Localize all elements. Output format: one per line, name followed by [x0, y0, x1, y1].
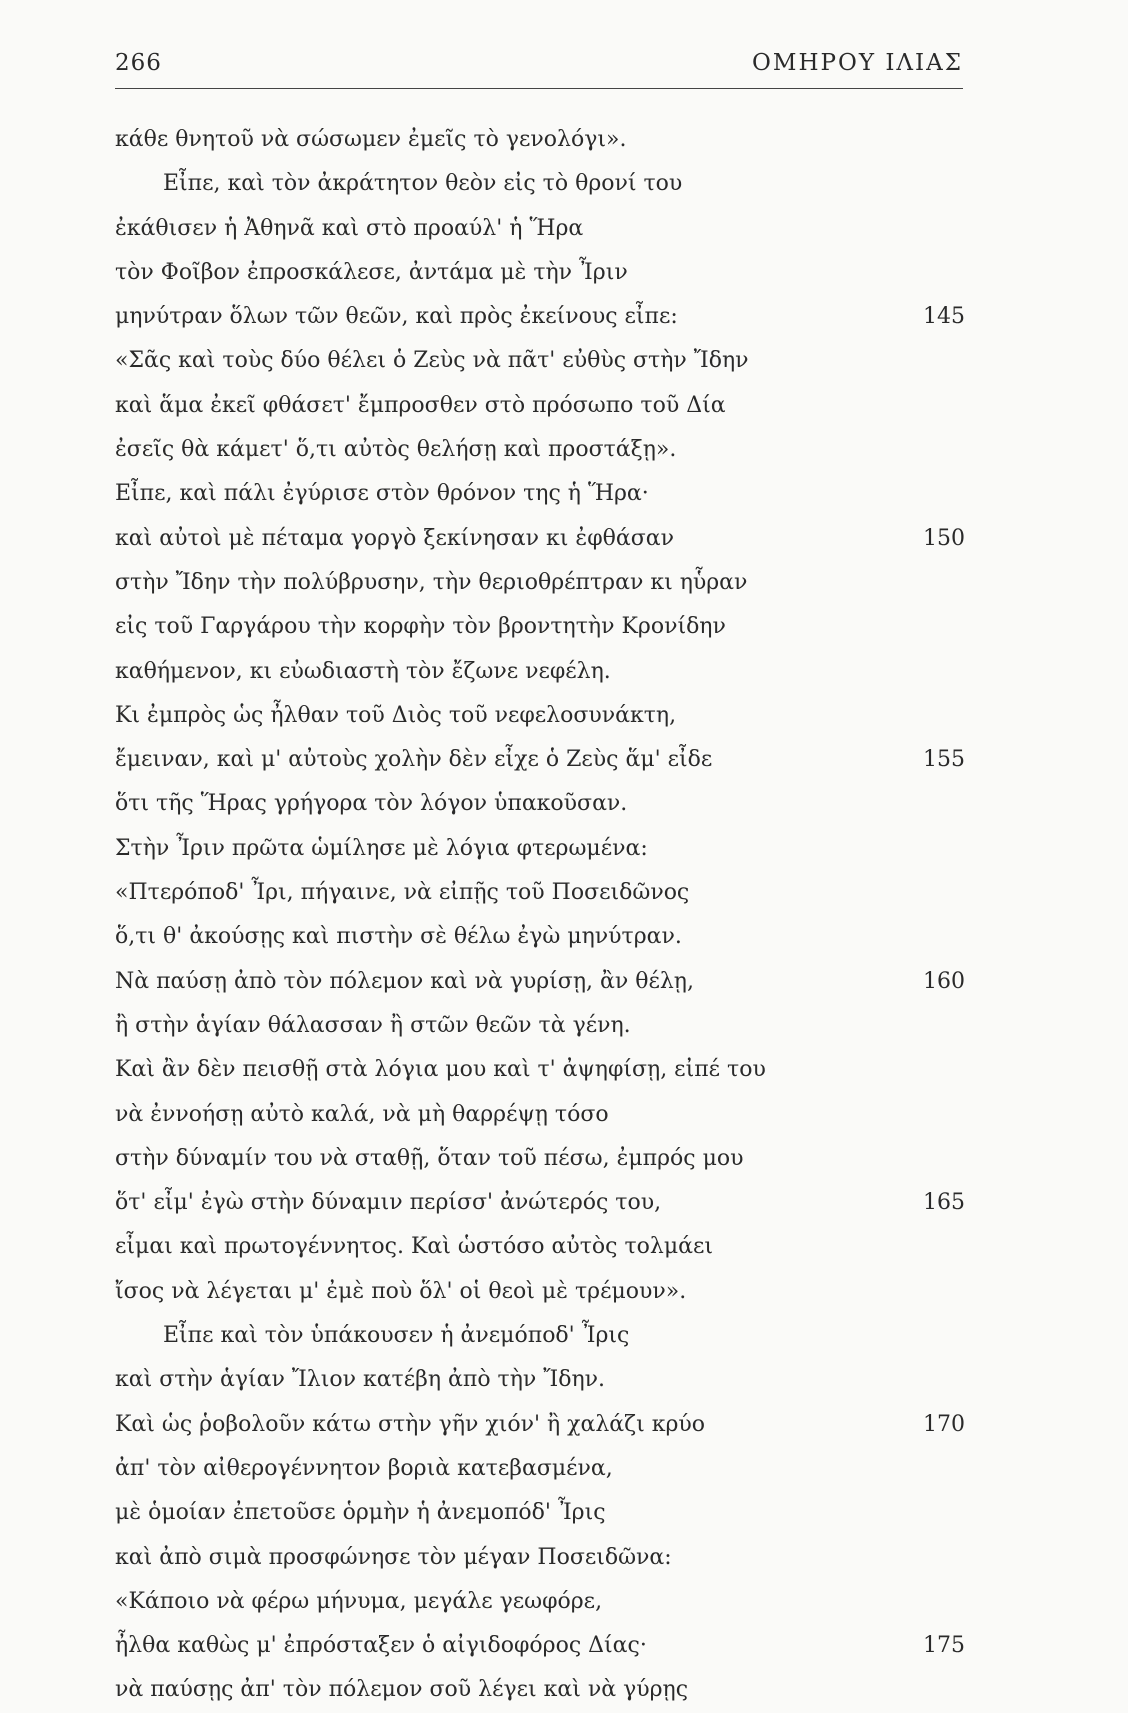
verse-line-text: ἐσεῖς θὰ κάμετ' ὅ,τι αὐτὸς θελήσῃ καὶ προστάξῃ».	[115, 437, 677, 463]
header-rule	[115, 88, 963, 89]
line-number: 175	[923, 1633, 965, 1659]
verse-line-text: Καὶ ὡς ῥοβολοῦν κάτω στὴν γῆν χιόν' ἢ χαλάζι κρύο	[115, 1411, 706, 1437]
verse-line-text: ἀπ' τὸν αἰθερογέννητον βοριὰ κατεβασμένα,	[115, 1455, 613, 1481]
verse-line-text: Εἶπε, καὶ τὸν ἀκράτητον θεὸν εἰς τὸ θρονί του	[163, 171, 683, 197]
verse-line-text: Νὰ παύσῃ ἀπὸ τὸν πόλεμον καὶ νὰ γυρίσῃ, ἂν θέλῃ,	[115, 968, 694, 994]
verse-line-text: ἴσος νὰ λέγεται μ' ἐμὲ ποὺ ὅλ' οἱ θεοὶ μὲ τρέμουν».	[115, 1278, 687, 1304]
verse-line-text: κάθε θνητοῦ νὰ σώσωμεν ἐμεῖς τὸ γενολόγι».	[115, 127, 627, 152]
verse-line	[115, 339, 965, 383]
verse-line-text: στὴν Ἴδην τὴν πολύβρυσην, τὴν θεριοθρέπτραν κι ηὗραν	[115, 569, 748, 595]
verse-line-text: ἐκάθισεν ἡ Ἀθηνᾶ καὶ στὸ προαύλ' ἡ Ἥρα	[115, 215, 584, 241]
verse-line-text: καὶ στὴν ἁγίαν Ἴλιον κατέβη ἀπὸ τὴν Ἴδην.	[115, 1367, 606, 1393]
verse-line-text: Εἶπε, καὶ πάλι ἐγύρισε στὸν θρόνον της ἡ Ἥρα·	[115, 481, 649, 507]
running-title: ΟΜΗΡΟΥ ΙΛΙΑΣ	[752, 50, 963, 76]
verse-line	[115, 1358, 965, 1402]
line-number: 165	[923, 1190, 965, 1216]
verse-line-text: «Πτερόποδ' Ἶρι, πήγαινε, νὰ εἰπῇς τοῦ Ποσειδῶνος	[115, 880, 690, 906]
line-number: 155	[923, 747, 965, 773]
verse-line-text: εἶμαι καὶ πρωτογέννητος. Καὶ ὡστόσο αὐτὸς τολμάει	[115, 1234, 714, 1260]
verse-line	[115, 915, 965, 959]
verse-line-text: μὲ ὁμοίαν ἐπετοῦσε ὁρμὴν ἡ ἀνεμοπόδ' Ἶρις	[115, 1500, 606, 1526]
verse-line-text: καὶ ἅμα ἐκεῖ φθάσετ' ἔμπροσθεν στὸ πρόσωπο τοῦ Δία	[115, 392, 726, 418]
line-number: 150	[923, 525, 965, 551]
verse-line-text: Εἶπε καὶ τὸν ὑπάκουσεν ἡ ἀνεμόποδ' Ἶρις	[163, 1323, 630, 1349]
verse-line	[115, 1624, 965, 1668]
verse-line	[115, 207, 965, 251]
verse-line	[115, 1536, 965, 1580]
verse-line	[115, 960, 965, 1004]
line-number: 145	[923, 304, 965, 330]
verse-line-text: εἰς τοῦ Γαργάρου τὴν κορφὴν τὸν βροντητὴν Κρονίδην	[115, 614, 726, 640]
verse-line-text: ἔμειναν, καὶ μ' αὐτοὺς χολὴν δὲν εἶχε ὁ Ζεὺς ἅμ' εἶδε	[115, 747, 713, 773]
verse-line	[115, 738, 965, 782]
verse-line-text: καὶ αὐτοὶ μὲ πέταμα γοργὸ ξεκίνησαν κι ἐφθάσαν	[115, 525, 674, 551]
verse-line	[115, 1093, 965, 1137]
verse-line	[115, 1004, 965, 1048]
verse-line	[115, 1270, 965, 1314]
verse-line-text: νὰ παύσῃς ἀπ' τὸν πόλεμον σοῦ λέγει καὶ νὰ γύρῃς	[115, 1677, 689, 1703]
verse-line	[115, 1314, 965, 1358]
verse-line-text: ὅτ' εἶμ' ἐγὼ στὴν δύναμιν περίσσ' ἀνώτερός του,	[115, 1190, 662, 1216]
verse-line	[115, 782, 965, 826]
verse-line-text: καὶ ἀπὸ σιμὰ προσφώνησε τὸν μέγαν Ποσειδῶνα:	[115, 1544, 672, 1570]
verse-line	[115, 1137, 965, 1181]
verse-line-text: Στὴν Ἶριν πρῶτα ὡμίλησε μὲ λόγια φτερωμένα:	[115, 835, 648, 861]
verse-line-text: τὸν Φοῖβον ἐπροσκάλεσε, ἀντάμα μὲ τὴν Ἶριν	[115, 259, 628, 285]
verse-line-text: «Σᾶς καὶ τοὺς δύο θέλει ὁ Ζεὺς νὰ πᾶτ' εὐθὺς στὴν Ἴδην	[115, 348, 749, 374]
line-number: 160	[923, 968, 965, 994]
verse-line	[115, 1668, 965, 1712]
line-number: 170	[923, 1411, 965, 1437]
verse-line	[115, 694, 965, 738]
verse-line-text: Κι ἐμπρὸς ὡς ἦλθαν τοῦ Διὸς τοῦ νεφελοσυνάκτη,	[115, 702, 677, 728]
verse-line	[115, 1403, 965, 1447]
verse-line	[115, 1491, 965, 1535]
verse-line	[115, 605, 965, 649]
verse-line	[115, 871, 965, 915]
verse-line-text: μηνύτραν ὅλων τῶν θεῶν, καὶ πρὸς ἐκείνους εἶπε:	[115, 304, 678, 330]
verse-line	[115, 118, 965, 162]
verse-line-text: ὅτι τῆς Ἥρας γρήγορα τὸν λόγον ὑπακοῦσαν.	[115, 791, 628, 817]
verse-line-text: ἦλθα καθὼς μ' ἐπρόσταξεν ὁ αἰγιδοφόρος Δίας·	[115, 1633, 647, 1659]
verse-line	[115, 472, 965, 516]
verse-line	[115, 517, 965, 561]
verse-line-text: ἢ στὴν ἁγίαν θάλασσαν ἢ στῶν θεῶν τὰ γένη.	[115, 1012, 631, 1038]
verse-line-text: νὰ ἐννοήσῃ αὐτὸ καλά, νὰ μὴ θαρρέψῃ τόσο	[115, 1101, 609, 1127]
verse-line	[115, 650, 965, 694]
verse-line-text: στὴν δύναμίν του νὰ σταθῇ, ὅταν τοῦ πέσω, ἐμπρός μου	[115, 1145, 744, 1171]
verse-text-block	[115, 118, 965, 1713]
verse-line	[115, 428, 965, 472]
verse-line	[115, 384, 965, 428]
verse-line	[115, 827, 965, 871]
verse-line	[115, 1447, 965, 1491]
verse-line	[115, 251, 965, 295]
verse-line-text: ὅ,τι θ' ἀκούσῃς καὶ πιστὴν σὲ θέλω ἐγὼ μηνύτραν.	[115, 924, 682, 950]
page-number: 266	[115, 50, 162, 76]
verse-line	[115, 561, 965, 605]
verse-line	[115, 1048, 965, 1092]
verse-line	[115, 1181, 965, 1225]
verse-line	[115, 295, 965, 339]
verse-line	[115, 162, 965, 206]
verse-line	[115, 1225, 965, 1269]
verse-line-text: καθήμενον, κι εὐωδιαστὴ τὸν ἔζωνε νεφέλη.	[115, 658, 611, 684]
verse-line-text: «Κάποιο νὰ φέρω μήνυμα, μεγάλε γεωφόρε,	[115, 1588, 603, 1614]
verse-line	[115, 1580, 965, 1624]
verse-line-text: Καὶ ἂν δὲν πεισθῇ στὰ λόγια μου καὶ τ' ἀψηφίσῃ, εἰπέ του	[115, 1057, 766, 1083]
